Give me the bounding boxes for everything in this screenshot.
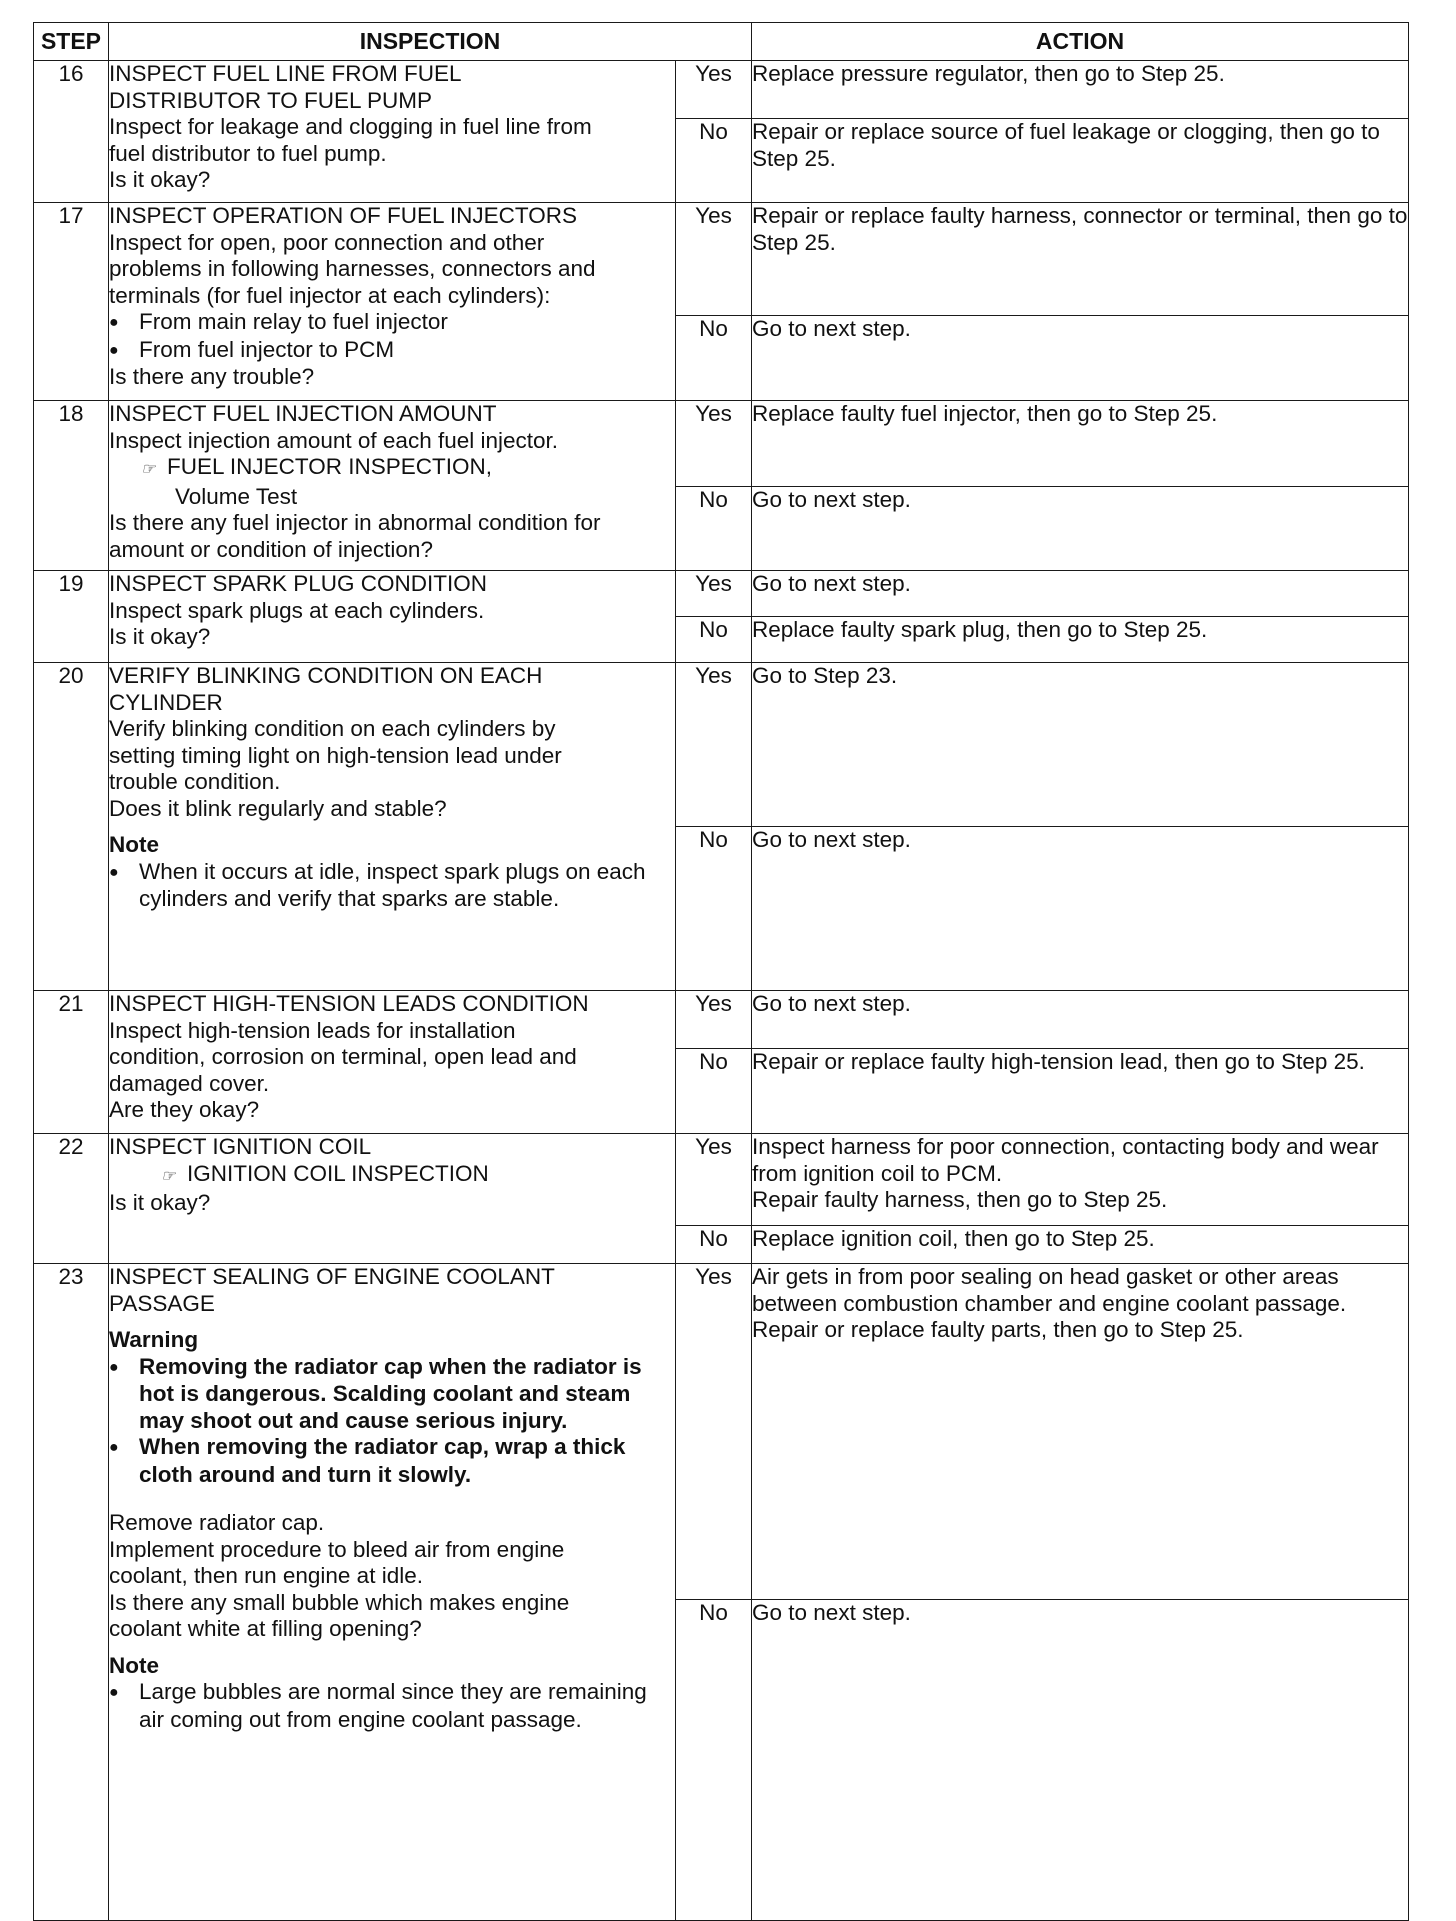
note-title: Note (109, 832, 159, 857)
no-label: No (676, 487, 752, 571)
inspection-cell (109, 1264, 676, 1921)
header-row (34, 23, 1409, 61)
inspection-title: INSPECT FUEL INJECTION AMOUNT (109, 401, 497, 426)
no-action: Replace faulty spark plug, then go to Step 25. (752, 617, 1409, 663)
bullet-item: ● From main relay to fuel injector (109, 309, 675, 337)
reference-line: ☞ FUEL INJECTOR INSPECTION, (109, 454, 675, 484)
inspection-cell (109, 61, 676, 203)
inspection-title: DISTRIBUTOR TO FUEL PUMP (109, 87, 432, 113)
yes-label: Yes (676, 401, 752, 487)
inspection-text: Inspect for leakage and clogging in fuel line from (109, 114, 592, 139)
yes-action: Air gets in from poor sealing on head gasket or other areas between combustion chamber and engine coolant passage. Repair or replace faulty parts, then go to Step 25. (752, 1264, 1409, 1600)
warning-bullet: ● When removing the radiator cap, wrap a thick cloth around and turn it slowly. (109, 1434, 675, 1488)
reference-pointer-icon: ☞ (161, 1167, 176, 1185)
step-number: 18 (34, 401, 109, 571)
bullet-item: ● From fuel injector to PCM (109, 337, 675, 365)
yes-action: Go to Step 23. (752, 663, 1409, 827)
inspection-question: Is there any small bubble which makes engine (109, 1589, 570, 1615)
step-23-yes-row (34, 1264, 1409, 1600)
no-label: No (676, 316, 752, 401)
reference-pointer-icon: ☞ (141, 461, 156, 478)
step-number: 21 (34, 991, 109, 1134)
inspection-title: INSPECT SEALING OF ENGINE COOLANT (109, 1264, 555, 1289)
yes-label: Yes (676, 61, 752, 119)
inspection-question: Is it okay? (109, 1190, 211, 1215)
inspection-text: Remove radiator cap. (109, 1510, 325, 1535)
step-17-yes-row (34, 203, 1409, 316)
inspection-title: PASSAGE (109, 1290, 215, 1316)
diagnostic-table (33, 22, 1409, 1921)
inspection-text: condition, corrosion on terminal, open lead and (109, 1044, 577, 1069)
yes-action: Repair or replace faulty harness, connector or terminal, then go to Step 25. (752, 203, 1409, 316)
inspection-text: Verify blinking condition on each cylinders by (109, 716, 556, 741)
no-action: Repair or replace faulty high-tension lead, then go to Step 25. (752, 1049, 1409, 1134)
inspection-text: damaged cover. (109, 1070, 270, 1096)
no-label: No (676, 827, 752, 991)
inspection-question: Is there any fuel injector in abnormal condition for (109, 510, 601, 535)
inspection-cell (109, 401, 676, 571)
no-label: No (676, 1226, 752, 1264)
inspection-question: amount or condition of injection? (109, 536, 433, 562)
note-bullet: ● Large bubbles are normal since they are remaining air coming out from engine coolant passage. (109, 1679, 675, 1733)
inspection-text: setting timing light on high-tension lead under (109, 742, 562, 768)
yes-action: Inspect harness for poor connection, contacting body and wear from ignition coil to PCM. Repair faulty harness, then go to Step 25. (752, 1134, 1409, 1226)
step-20-yes-row (34, 663, 1409, 827)
inspection-cell (109, 663, 676, 991)
step-number: 17 (34, 203, 109, 401)
inspection-question: Are they okay? (109, 1097, 260, 1122)
step-18-yes-row (34, 401, 1409, 487)
inspection-text: Inspect high-tension leads for installation (109, 1017, 516, 1043)
reference-line: Volume Test (175, 483, 298, 509)
no-action: Go to next step. (752, 1600, 1409, 1921)
inspection-text: Inspect injection amount of each fuel injector. (109, 427, 559, 453)
inspection-title: INSPECT OPERATION OF FUEL INJECTORS (109, 203, 577, 228)
step-number: 19 (34, 571, 109, 663)
yes-label: Yes (676, 991, 752, 1049)
inspection-text: Implement procedure to bleed air from engine (109, 1536, 565, 1562)
inspection-text: trouble condition. (109, 769, 281, 794)
step-number: 16 (34, 61, 109, 203)
inspection-question: coolant white at filling opening? (109, 1616, 422, 1641)
no-label: No (676, 617, 752, 663)
inspection-text: coolant, then run engine at idle. (109, 1563, 423, 1588)
header-action: ACTION (752, 23, 1409, 61)
inspection-question: Does it blink regularly and stable? (109, 795, 447, 821)
step-22-yes-row (34, 1134, 1409, 1226)
inspection-text: Inspect for open, poor connection and other (109, 229, 545, 255)
inspection-cell (109, 1134, 676, 1264)
step-16-yes-row (34, 61, 1409, 119)
note-title: Note (109, 1652, 159, 1678)
inspection-text: Inspect spark plugs at each cylinders. (109, 597, 485, 623)
inspection-title: INSPECT SPARK PLUG CONDITION (109, 571, 487, 596)
note-bullet: ● When it occurs at idle, inspect spark plugs on each cylinders and verify that sparks are stable. (109, 859, 675, 913)
step-number: 20 (34, 663, 109, 991)
yes-label: Yes (676, 1264, 752, 1600)
yes-label: Yes (676, 203, 752, 316)
inspection-question: Is it okay? (109, 624, 211, 649)
yes-action: Replace faulty fuel injector, then go to Step 25. (752, 401, 1409, 487)
no-label: No (676, 1600, 752, 1921)
inspection-cell (109, 203, 676, 401)
yes-label: Yes (676, 571, 752, 617)
no-action: Go to next step. (752, 827, 1409, 991)
yes-label: Yes (676, 663, 752, 827)
yes-action: Go to next step. (752, 571, 1409, 617)
inspection-title: INSPECT FUEL LINE FROM FUEL (109, 61, 462, 86)
inspection-title: VERIFY BLINKING CONDITION ON EACH (109, 663, 543, 688)
inspection-text: fuel distributor to fuel pump. (109, 140, 387, 166)
header-inspection: INSPECTION (109, 23, 752, 61)
no-action: Replace ignition coil, then go to Step 25. (752, 1226, 1409, 1264)
inspection-text: terminals (for fuel injector at each cylinders): (109, 282, 551, 308)
no-action: Go to next step. (752, 316, 1409, 401)
no-action: Repair or replace source of fuel leakage or clogging, then go to Step 25. (752, 119, 1409, 203)
no-label: No (676, 1049, 752, 1134)
inspection-title: CYLINDER (109, 689, 223, 715)
no-action: Go to next step. (752, 487, 1409, 571)
inspection-question: Is it okay? (109, 167, 211, 192)
yes-action: Replace pressure regulator, then go to Step 25. (752, 61, 1409, 119)
inspection-text: problems in following harnesses, connectors and (109, 256, 596, 281)
reference-line: ☞ IGNITION COIL INSPECTION (109, 1161, 675, 1191)
warning-title: Warning (109, 1327, 199, 1352)
inspection-cell (109, 571, 676, 663)
yes-action: Go to next step. (752, 991, 1409, 1049)
inspection-cell (109, 991, 676, 1134)
yes-label: Yes (676, 1134, 752, 1226)
step-number: 23 (34, 1264, 109, 1921)
step-number: 22 (34, 1134, 109, 1264)
inspection-title: INSPECT IGNITION COIL (109, 1134, 372, 1159)
header-step: STEP (34, 23, 109, 61)
no-label: No (676, 119, 752, 203)
warning-bullet: ● Removing the radiator cap when the radiator is hot is dangerous. Scalding coolant and steam may shoot out and cause serious injury. (109, 1354, 675, 1435)
inspection-question: Is there any trouble? (109, 364, 315, 389)
inspection-title: INSPECT HIGH-TENSION LEADS CONDITION (109, 991, 589, 1016)
step-19-yes-row (34, 571, 1409, 617)
step-21-yes-row (34, 991, 1409, 1049)
